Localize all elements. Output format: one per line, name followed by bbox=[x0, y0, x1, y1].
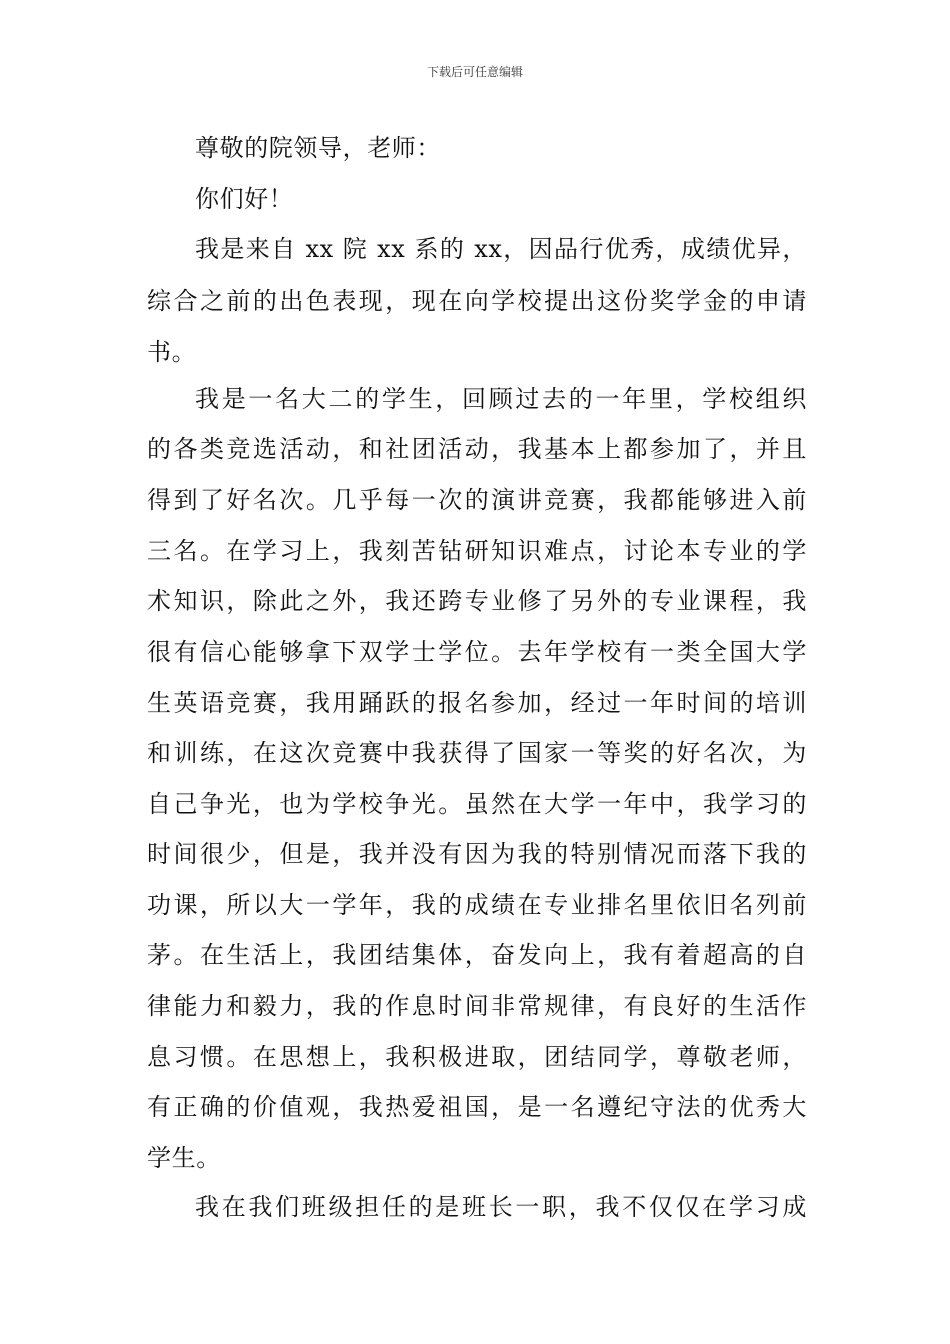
text-line: 我是来自 xx 院 xx 系的 xx，因品行优秀，成绩优异， bbox=[195, 235, 807, 263]
text-line: 综合之前的出色表现，现在向学校提出这份奖学金的申请 bbox=[147, 287, 807, 315]
text-line: 术知识，除此之外，我还跨专业修了另外的专业课程，我 bbox=[147, 587, 807, 615]
text-line: 学生。 bbox=[147, 1144, 221, 1172]
text-line: 生英语竞赛，我用踊跃的报名参加，经过一年时间的培训 bbox=[147, 689, 807, 717]
text-line: 和训练，在这次竞赛中我获得了国家一等奖的好名次，为 bbox=[147, 739, 807, 767]
text-line: 得到了好名次。几乎每一次的演讲竞赛，我都能够进入前 bbox=[147, 486, 807, 514]
text-line: 书。 bbox=[147, 338, 197, 366]
salutation-line: 尊敬的院领导，老师： bbox=[195, 134, 441, 162]
text-line: 有正确的价值观，我热爱祖国，是一名遵纪守法的优秀大 bbox=[147, 1093, 807, 1121]
text-line: 我是一名大二的学生，回顾过去的一年里，学校组织 bbox=[195, 385, 807, 413]
text-line: 我在我们班级担任的是班长一职，我不仅仅在学习成 bbox=[195, 1193, 807, 1221]
text-line: 很有信心能够拿下双学士学位。去年学校有一类全国大学 bbox=[147, 638, 807, 666]
text-line: 自己争光，也为学校争光。虽然在大学一年中，我学习的 bbox=[147, 790, 807, 818]
text-line: 时间很少，但是，我并没有因为我的特别情况而落下我的 bbox=[147, 840, 807, 868]
greeting-line: 你们好！ bbox=[195, 185, 294, 213]
text-line: 息习惯。在思想上，我积极进取，团结同学，尊敬老师， bbox=[147, 1043, 807, 1071]
page-header: 下载后可任意编辑 bbox=[426, 65, 523, 79]
text-line: 三名。在学习上，我刻苦钻研知识难点，讨论本专业的学 bbox=[147, 537, 807, 565]
text-line: 功课，所以大一学年，我的成绩在专业排名里依旧名列前 bbox=[147, 891, 807, 919]
text-line: 律能力和毅力，我的作息时间非常规律，有良好的生活作 bbox=[147, 992, 807, 1020]
text-line: 茅。在生活上，我团结集体，奋发向上，我有着超高的自 bbox=[147, 941, 807, 969]
text-line: 的各类竞选活动，和社团活动，我基本上都参加了，并且 bbox=[147, 435, 807, 463]
